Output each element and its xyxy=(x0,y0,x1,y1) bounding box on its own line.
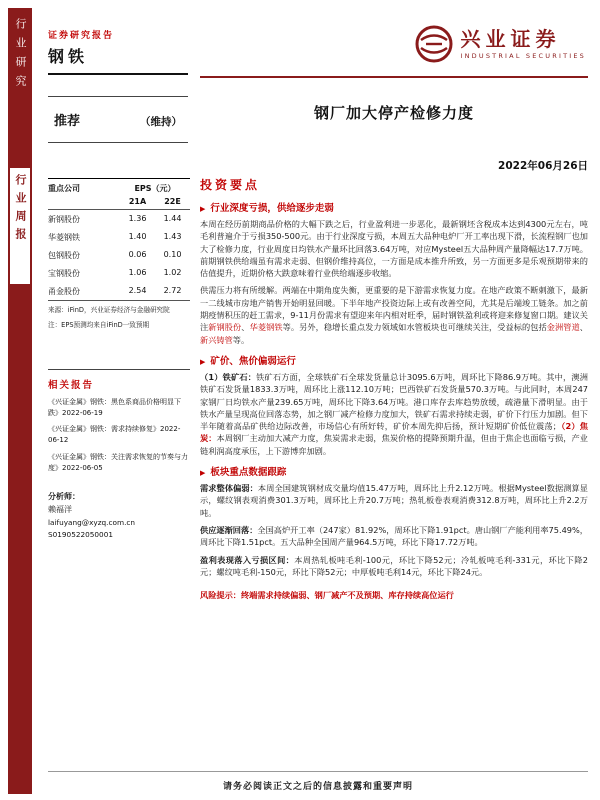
company-name: 包钢股份 xyxy=(48,250,80,260)
profit-lead: 盈利表现落入亏损区间： xyxy=(200,554,295,565)
table-row xyxy=(48,228,190,246)
table-eps-note: 注：EPS预测均来自iFinD一致预期 xyxy=(48,320,150,329)
section-bullet-icon: ▶ xyxy=(200,469,206,478)
related-report-link[interactable]: 《兴证金属》钢铁：黑色系商品价格明显下跌》2022-06-19 xyxy=(48,397,181,417)
main-column xyxy=(200,176,588,601)
band-top-label xyxy=(8,18,32,94)
related-reports-section xyxy=(48,369,190,474)
rating-status: （维持） xyxy=(140,116,182,128)
table-header-row xyxy=(48,178,190,196)
section-2-paragraph: （1）铁矿石：铁矿石方面，全球铁矿石全球发货量总计3095.6万吨，周环比下降86.9万吨。其中，澳洲铁矿石发货量1833.3万吨，周环比上涨112.10万吨；巴西铁矿石发货量570.3万吨。与此同时，本周247家钢厂日均铁水产量239.65万吨，周环比下降3.64万吨。港口库存去库趋势放缓，疏港量下滑明显。由于铁水产量呈现高位回落态势，加之钢厂减产检修力度加大，铁矿石需求持续走弱，矿价下行压力加剧。但下半年随着高品矿供给边际改善，市场信心有所好转，矿价本周先抑后扬，预计短期矿价低位震荡；（2）焦炭：本周钢厂主动加大减产力度，焦炭需求走弱，焦炭价格的提降预期升温，但由于焦企也面临亏损，产业链利润高度承压，上下游博弈加剧。 xyxy=(200,371,588,456)
stock-highlight: 新钢股份 xyxy=(208,322,242,333)
section-3-title: 板块重点数据跟踪 xyxy=(210,467,287,479)
supply-lead: 供应逐渐回落： xyxy=(200,524,258,535)
related-report-link[interactable]: 《兴证金属》钢铁：需求持续修复》2022-06-12 xyxy=(48,425,181,445)
col-21a: 21A xyxy=(128,197,147,206)
rating-box xyxy=(48,96,188,143)
analyst-cert-number: S0190522050001 xyxy=(48,530,113,540)
supply-paragraph: 供应逐渐回落：全国高炉开工率（247家）81.92%，周环比下降1.91pct。唐山钢厂产能利用率75.49%，周环比下降1.51pct。五大品种全国周产量964.5万吨，环比下降17.72万吨。 xyxy=(200,524,588,548)
company-name: 宝钢股份 xyxy=(48,268,80,278)
table-row xyxy=(48,264,190,282)
section-2-title: 矿价、焦价偏弱运行 xyxy=(210,355,296,367)
eps-22e: 1.43 xyxy=(163,231,182,241)
report-type-label: 证券研究报告 xyxy=(48,31,115,41)
investment-summary-header: 投资要点 xyxy=(200,178,261,192)
band-mid-box xyxy=(10,168,30,284)
analyst-block xyxy=(48,490,190,542)
industry-underline xyxy=(48,73,188,75)
brand-logo-icon xyxy=(414,24,454,64)
report-title: 钢厂加大停产检修力度 xyxy=(313,104,474,122)
eps-22e: 2.72 xyxy=(163,285,182,295)
related-reports-header: 相关报告 xyxy=(48,379,95,391)
table-source-note: 来源：iFinD，兴业证券经济与金融研究院 xyxy=(48,306,170,314)
risk-warning: 风险提示：终端需求持续偏弱、钢厂减产不及预期、库存持续高位运行 xyxy=(200,590,454,601)
brand-name-en: INDUSTRIAL SECURITIES xyxy=(460,52,586,60)
section-bullet-icon: ▶ xyxy=(200,205,206,213)
left-band xyxy=(8,8,32,794)
analyst-name: 赖福洋 xyxy=(48,505,72,515)
eps-22e: 1.44 xyxy=(163,213,182,223)
company-name: 新钢股份 xyxy=(48,214,80,224)
iron-ore-lead: （1）铁矿石： xyxy=(200,371,257,382)
rating-value: 推荐 xyxy=(54,114,81,129)
table-row xyxy=(48,282,190,301)
analyst-label: 分析师： xyxy=(48,491,80,501)
eps-21a: 2.54 xyxy=(128,285,147,295)
demand-lead: 需求整体偏弱： xyxy=(200,483,258,494)
section-1-title: 行业深度亏损，供给逐步走弱 xyxy=(210,203,334,214)
industry-weekly-vertical-label: 行业周报 xyxy=(14,174,27,246)
company-name: 华菱钢铁 xyxy=(48,232,80,242)
eps-22e: 0.10 xyxy=(163,249,182,259)
eps-21a: 0.06 xyxy=(128,249,147,259)
section-1-paragraph-1: 本周在经历前期商品价格的大幅下跌之后，行业盈利进一步恶化，最新钢坯含税成本达到4300元左右，吨毛利普遍介于亏损350-500元。由于行业深度亏损，本周五大品种电炉厂开工率出现下滑，长流程钢厂也加大了检修力度，行业周度日均铁水产量环比回落3.64万吨，对应Mysteel五大品种周产量降幅达17.7万吨。前期钢铁供给端虽有需求走弱、但钢价维持高位，一方面是成本推升所致，另一方面更多是乐观预期带来的估值提升，近期价格大跌意味着行业供给端逐步收缩。 xyxy=(200,219,588,279)
demand-paragraph: 需求整体偏弱：本周全国建筑钢材成交量均值15.47万吨，周环比上升2.12万吨。根据Mysteel数据测算显示，螺纹钢表观消费301.3万吨，周环比上升20.7万吨；热轧板卷表观消费312.8万吨，周环比上升2.2万吨。 xyxy=(200,483,588,518)
eps-21a: 1.40 xyxy=(128,231,147,241)
section-1-title-row xyxy=(200,200,588,214)
industry-title: 钢铁 xyxy=(48,47,89,66)
industry-research-vertical-label: 行业研究 xyxy=(14,18,27,94)
table-row xyxy=(48,246,190,264)
company-name: 甬金股份 xyxy=(48,286,80,296)
report-date: 2022年06月26日 xyxy=(498,160,588,172)
section-1-paragraph-2: 供需压力将有所缓解。两端在中期角度失衡，更重要的是下游需求恢复力度。在地产政策不断刺激下，最新一二线城市房地产销售开始明显回暖。下半年地产投资边际上或有改善空间，尤其是后端竣工链条。加之前期疫情积压的赶工需求，9-11月份需求有望迎来年内相对旺季，届时钢铁盈利或将迎来修复窗口期。建议关注新钢股份、华菱钢铁等。另外，稳增长重点发力领域如水管板块也可继续关注，受益标的包括金洲管道、新兴铸管等。 xyxy=(200,285,588,345)
profit-paragraph: 盈利表现落入亏损区间：本周热轧板吨毛利-100元，环比下降52元；冷轧板吨毛利-331元，环比下降2元；螺纹吨毛利-150元，环比下降52元；中厚板吨毛利14元，环比下降24元。 xyxy=(200,554,588,577)
eps-22e: 1.02 xyxy=(163,267,182,277)
stock-highlight: 金洲管道 xyxy=(546,322,580,333)
company-header: 重点公司 xyxy=(48,184,80,193)
stock-highlight: 新兴铸管 xyxy=(200,334,233,345)
section-2-title-row xyxy=(200,353,588,367)
key-companies-table xyxy=(48,178,190,301)
coke-lead: （2）焦炭： xyxy=(200,421,588,444)
brand-name-cn: 兴业证券 xyxy=(460,27,561,51)
table-row xyxy=(48,210,190,228)
table-subheader-row xyxy=(48,196,190,210)
left-column xyxy=(48,178,190,542)
analyst-email[interactable]: laifuyang@xyzq.com.cn xyxy=(48,518,136,528)
eps-21a: 1.36 xyxy=(128,213,147,223)
eps-header: EPS（元） xyxy=(134,184,176,193)
section-bullet-icon: ▶ xyxy=(200,357,206,366)
section-3-title-row xyxy=(200,464,588,478)
disclaimer-footer: 请务必阅读正文之后的信息披露和重要声明 xyxy=(48,771,588,792)
col-22e: 22E xyxy=(164,197,181,206)
header-rule xyxy=(200,76,588,78)
eps-21a: 1.06 xyxy=(128,267,147,277)
brand-area xyxy=(414,24,587,64)
stock-highlight: 华菱钢铁 xyxy=(249,322,283,333)
related-report-link[interactable]: 《兴证金属》钢铁：关注需求恢复的节奏与力度》2022-06-05 xyxy=(48,453,188,472)
